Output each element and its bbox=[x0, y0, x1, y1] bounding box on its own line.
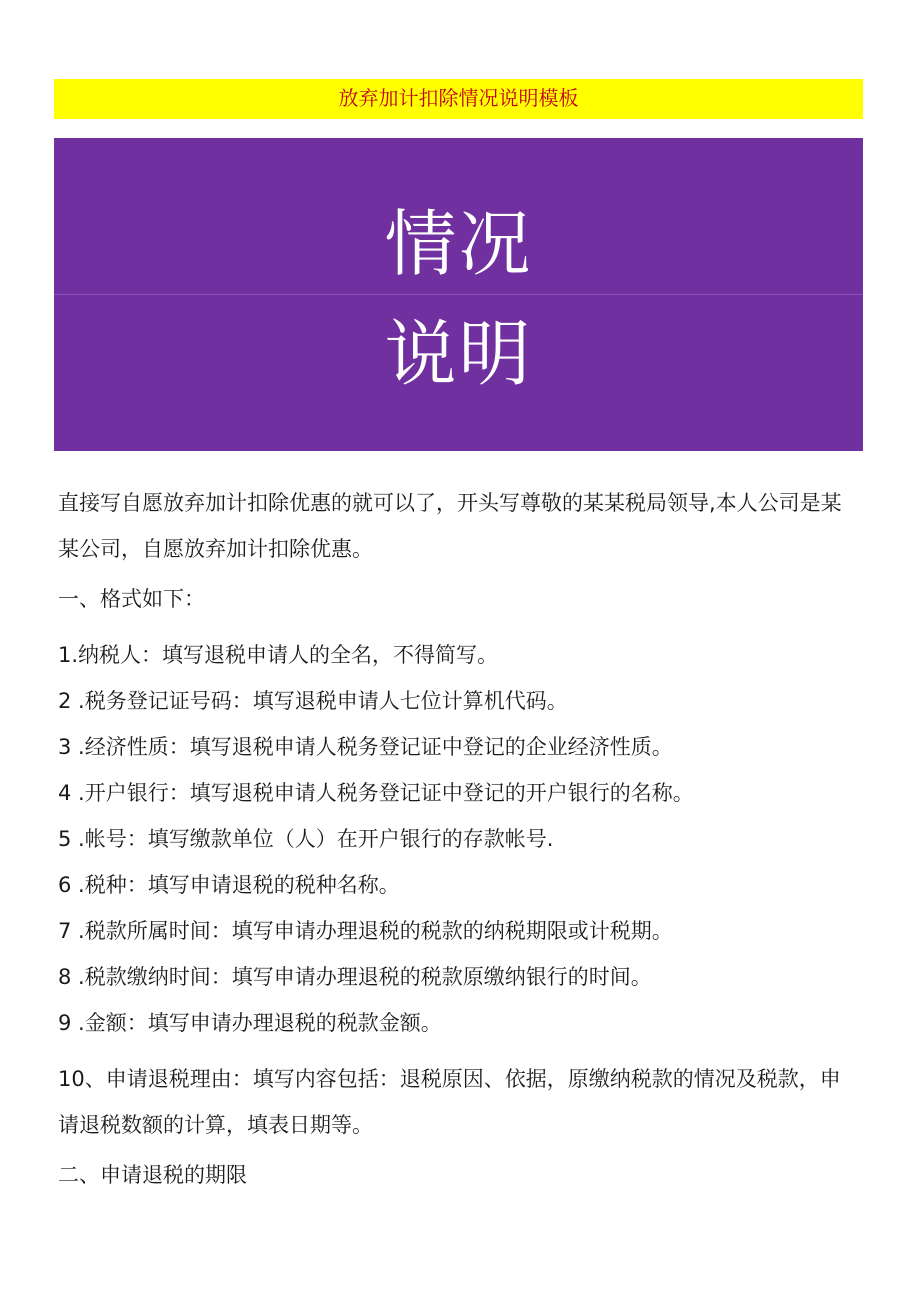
list-item: 6 .税种：填写申请退税的税种名称。 bbox=[58, 873, 400, 897]
hero-title-line-2: 说明 bbox=[384, 312, 533, 396]
intro-paragraph: 直接写自愿放弃加计扣除优惠的就可以了，开头写尊敬的某某税局领导,本人公司是某某公司，自愿放弃加计扣除优惠。 bbox=[58, 491, 842, 561]
list-item: 4 .开户银行：填写退税申请人税务登记证中登记的开户银行的名称。 bbox=[58, 781, 694, 805]
list-item: 7 .税款所属时间：填写申请办理退税的税款的纳税期限或计税期。 bbox=[58, 919, 673, 943]
list-item: 5 .帐号：填写缴款单位（人）在开户银行的存款帐号. bbox=[58, 827, 554, 851]
template-title-banner bbox=[54, 79, 863, 119]
template-title: 放弃加计扣除情况说明模板 bbox=[338, 86, 579, 110]
hero-title-line-1: 情况 bbox=[384, 202, 533, 286]
list-item: 9 .金额：填写申请办理退税的税款金额。 bbox=[58, 1011, 442, 1035]
list-item: 1.纳税人：填写退税申请人的全名，不得简写。 bbox=[58, 643, 499, 667]
list-item: 3 .经济性质：填写退税申请人税务登记证中登记的企业经济性质。 bbox=[58, 735, 673, 759]
list-item: 2 .税务登记证号码：填写退税申请人七位计算机代码。 bbox=[58, 689, 568, 713]
section-heading-deadline: 二、申请退税的期限 bbox=[58, 1163, 247, 1187]
list-item-10: 10、申请退税理由：填写内容包括：退税原因、依据，原缴纳税款的情况及税款，申请退税数额的计算，填表日期等。 bbox=[58, 1067, 841, 1137]
hero-block bbox=[54, 138, 863, 451]
hero-divider bbox=[54, 294, 863, 295]
document-body bbox=[58, 480, 858, 1198]
list-item: 8 .税款缴纳时间：填写申请办理退税的税款原缴纳银行的时间。 bbox=[58, 965, 652, 989]
section-heading-format: 一、格式如下： bbox=[58, 587, 205, 611]
